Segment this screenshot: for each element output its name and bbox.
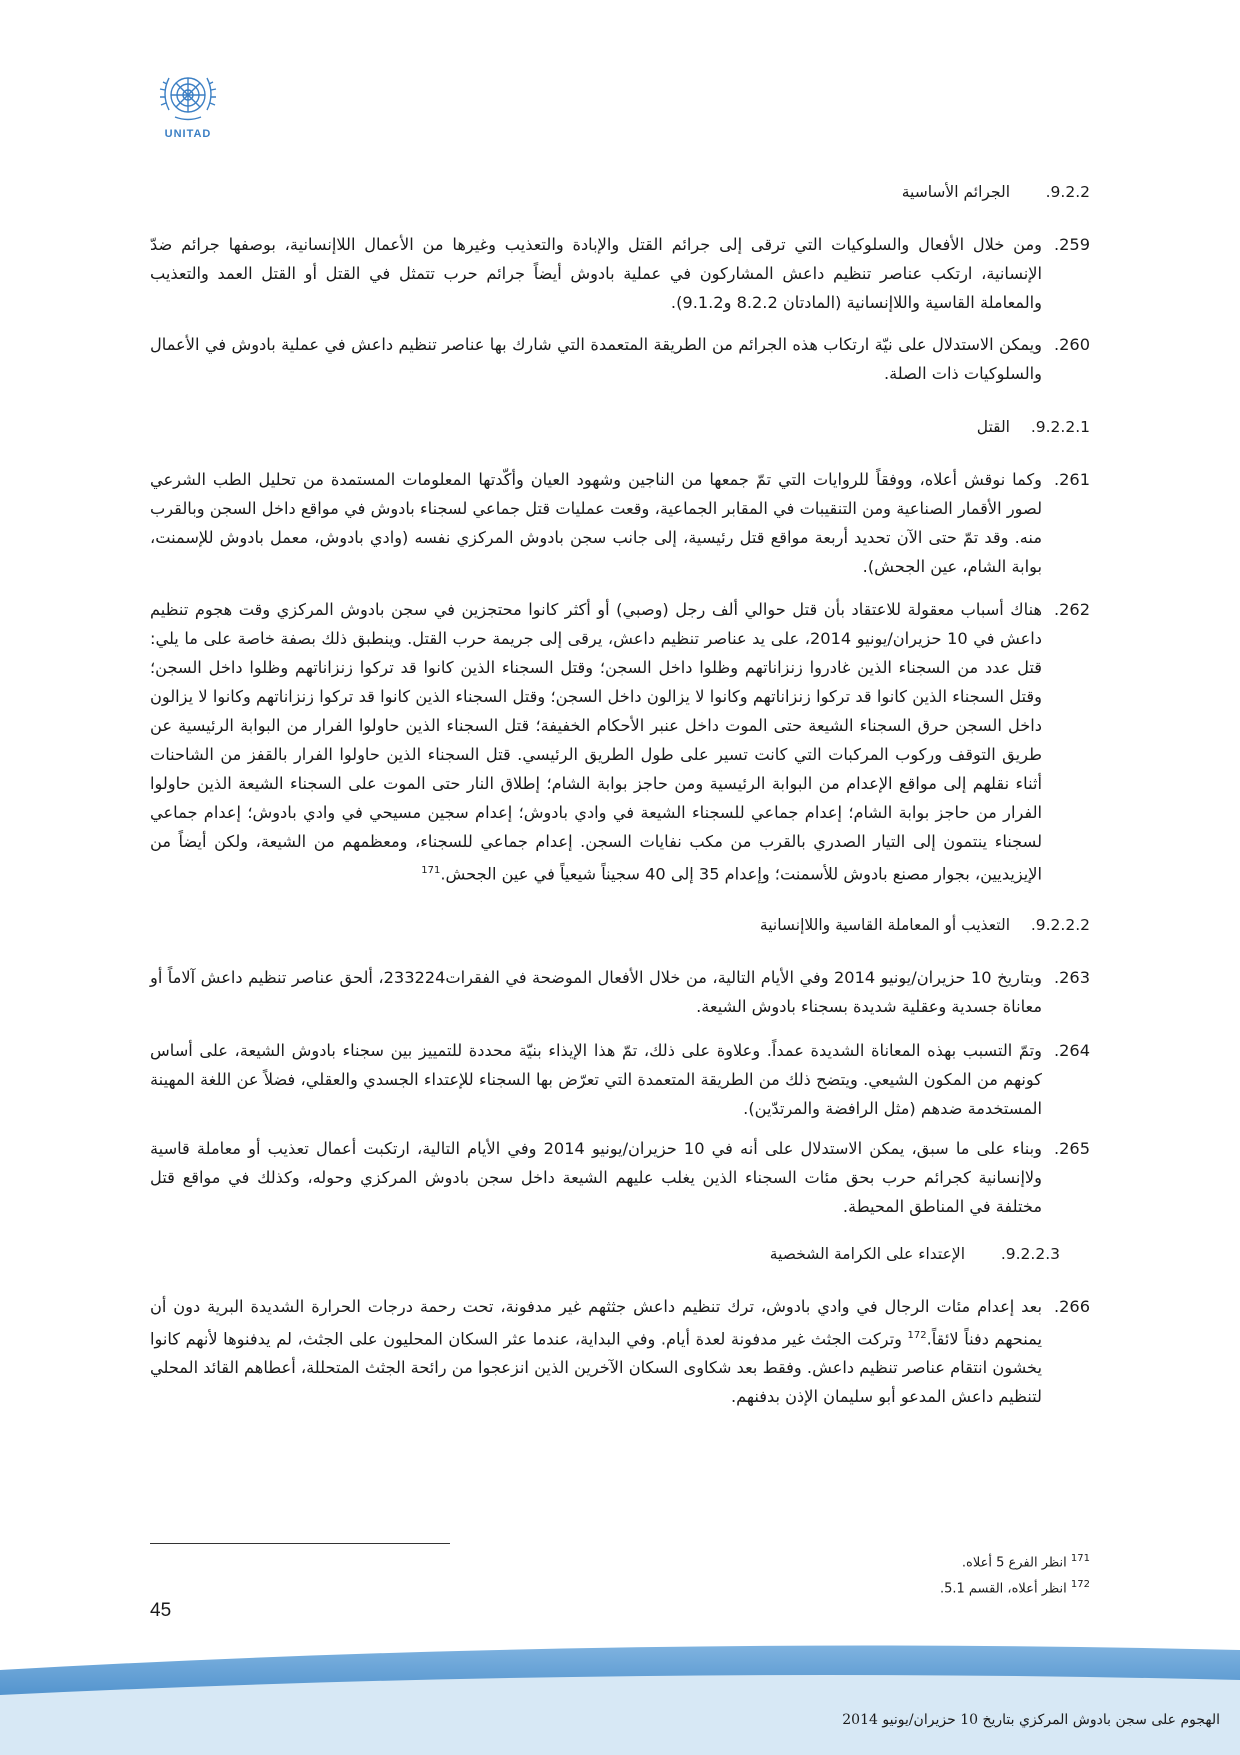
footnote-text: انظر الفرع 5 أعلاه. bbox=[961, 1555, 1071, 1571]
heading-number: 9.2.2.2. bbox=[1030, 916, 1090, 934]
heading-title: الإعتداء على الكرامة الشخصية bbox=[769, 1245, 965, 1263]
heading-number: 9.2.2.1. bbox=[1030, 418, 1090, 436]
un-emblem-icon bbox=[157, 70, 219, 126]
heading-number: 9.2.2.3. bbox=[1000, 1245, 1060, 1263]
footnote-172 bbox=[150, 1574, 1090, 1600]
footnote-number: 171 bbox=[1070, 1553, 1090, 1564]
paragraph-number: 259. bbox=[1053, 235, 1090, 254]
paragraph-body: هناك أسباب معقولة للاعتقاد بأن قتل حوالي ألف رجل (وصبي) أو أكثر كانوا محتجزين في سجن بادوش المركزي وقت هجوم تنظيم داعش في 10 حزيران/يونيو 2014، على يد عناصر تنظيم داعش، يرقى إلى جريمة حرب القتل. وينطبق ذلك بصفة خاصة على ما يلي: قتل عدد من السجناء الذين غادروا زنزاناتهم وظلوا داخل السجن؛ وقتل السجناء الذين كانوا قد تركوا زنزاناتهم وظلوا داخل السجن؛ وقتل السجناء الذين كانوا قد تركوا زنزاناتهم وكانوا لا يزالون داخل السجن؛ وقتل السجناء الذين كانوا قد تركوا زنزاناتهم وكانوا لا يزالون داخل السجن حرق السجناء الشيعة حتى الموت داخل عنبر الأحكام الخفيفة؛ قتل السجناء الذين حاولوا الفرار من البوابة الرئيسية عن طريق التوقف وركوب المركبات التي كانت تسير على طول الطريق الرئيسي. قتل السجناء الذين حاولوا الفرار بالقفز من الشاحنات أثناء نقلهم إلى مواقع الإعدام من البوابة الرئيسية ومن حاجز بوابة الشام؛ إطلاق النار حتى الموت على السجناء الشيعة الذين حاولوا الفرار من حاجز بوابة الشام؛ إعدام جماعي للسجناء الشيعة في وادي بادوش؛ إعدام سجين مسيحي في وادي بادوش؛ إعدام جماعي لسجناء ينتمون إلى التيار الصدري بالقرب من مكب نفايات السجن. إعدام جماعي للسجناء، ومعظمهم من الشيعة، ولكن أيضاً من الإيزيديين، بجوار مصنع بادوش للأسمنت؛ وإعدام 35 إلى 40 سجيناً شيعياً في عين الجحش. bbox=[150, 600, 1042, 884]
paragraph-text bbox=[150, 595, 1042, 888]
paragraph-body-continued: وتركت الجثث غير مدفونة لعدة أيام. وفي البداية، عندما عثر السكان المحليون على الجثث، لم يدفنوها لأنهم كانوا يخشون انتقام عناصر تنظيم داعش. وفقط بعد شكاوى السكان الآخرين الذين انزعجوا من رائحة الجثث المتحللة، أعطاهم القائد المحلي لتنظيم داعش المدعو أبو سليمان الإذن بدفنهم. bbox=[150, 1329, 1042, 1407]
paragraph-number: 266. bbox=[1053, 1297, 1090, 1316]
heading-title: القتل bbox=[976, 418, 1010, 436]
paragraph-266 bbox=[150, 1292, 1090, 1411]
heading-title: الجرائم الأساسية bbox=[901, 183, 1010, 201]
paragraph-263 bbox=[150, 963, 1090, 1021]
footnote-number: 172 bbox=[1070, 1579, 1090, 1591]
page-number: 45 bbox=[150, 1600, 172, 1621]
footer-title: الهجوم على سجن بادوش المركزي بتاريخ 10 حزيران/يونيو 2014 bbox=[842, 1712, 1220, 1728]
heading-9-2-2-2 bbox=[760, 916, 1090, 934]
heading-9-2-2-3 bbox=[770, 1245, 1060, 1263]
paragraph-number: 260. bbox=[1053, 335, 1090, 354]
unitad-logo bbox=[148, 70, 228, 140]
footnote-divider bbox=[150, 1543, 450, 1544]
paragraph-262 bbox=[150, 595, 1090, 888]
footnote-171 bbox=[150, 1548, 1090, 1574]
paragraph-number: 265. bbox=[1053, 1139, 1090, 1158]
paragraph-260 bbox=[150, 330, 1090, 388]
heading-9-2-2 bbox=[902, 183, 1090, 201]
paragraph-text: وبناء على ما سبق، يمكن الاستدلال على أنه في 10 حزيران/يونيو 2014 وفي الأيام التالية، ارتكبت أعمال تعذيب أو معاملة قاسية ولاإنسانية كجرائم حرب بحق مئات السجناء الذين يغلب عليهم الشيعة داخل سجن بادوش المركزي وحوله، وكذلك في مواقع قتل مختلفة في المناطق المحيطة. bbox=[150, 1139, 1042, 1216]
paragraph-text bbox=[150, 1292, 1042, 1411]
paragraph-text: وكما نوقش أعلاه، ووفقاً للروايات التي تمّ جمعها من الناجين وشهود العيان وأكّدتها المعلومات المستمدة من تحليل الطب الشرعي لصور الأقمار الصناعية ومن التنقيبات في المقابر الجماعية، وقعت عمليات قتل جماعي لسجناء بادوش في مواقع داخل السجن وبالقرب منه. وقد تمّ حتى الآن تحديد أربعة مواقع قتل رئيسية، إلى جانب سجن بادوش المركزي نفسه (وادي بادوش، معمل بادوش للإسمنت، بوابة الشام، عين الجحش). bbox=[150, 470, 1042, 576]
paragraph-number: 262. bbox=[1053, 600, 1090, 619]
paragraph-body: بعد إعدام مئات الرجال في وادي بادوش، ترك تنظيم داعش جثثهم غير مدفونة، تحت رحمة درجات الحرارة الشديدة البرية دون أن يمنحهم دفناً لائقاً. bbox=[150, 1297, 1042, 1349]
paragraph-text: وبتاريخ 10 حزيران/يونيو 2014 وفي الأيام التالية، من خلال الأفعال الموضحة في الفقرات233224، ألحق عناصر تنظيم داعش آلاماً أو معاناة جسدية وعقلية شديدة بسجناء بادوش الشيعة. bbox=[150, 968, 1042, 1016]
paragraph-text: ومن خلال الأفعال والسلوكيات التي ترقى إلى جرائم القتل والإبادة والتعذيب وغيرها من الأعمال اللاإنسانية، بوصفها جرائم ضدّ الإنسانية، ارتكب عناصر تنظيم داعش المشاركون في عملية بادوش أيضاً جرائم حرب تتمثل في القتل أو القتل العمد والتعذيب والمعاملة القاسية واللاإنسانية (المادتان 8.2.2 و9.1.2). bbox=[150, 235, 1042, 312]
paragraph-261 bbox=[150, 465, 1090, 581]
footnote-text: انظر أعلاه، القسم 5.1. bbox=[939, 1581, 1071, 1597]
heading-9-2-2-1 bbox=[977, 418, 1090, 436]
footnote-ref: 172 bbox=[907, 1330, 927, 1341]
paragraph-264 bbox=[150, 1036, 1090, 1123]
paragraph-number: 263. bbox=[1053, 968, 1090, 987]
footnote-ref: 171 bbox=[421, 865, 441, 876]
heading-number: 9.2.2. bbox=[1045, 183, 1090, 201]
logo-text: UNITAD bbox=[164, 128, 212, 140]
paragraph-number: 261. bbox=[1053, 470, 1090, 489]
paragraph-265 bbox=[150, 1134, 1090, 1221]
paragraph-259 bbox=[150, 230, 1090, 317]
heading-title: التعذيب أو المعاملة القاسية واللاإنسانية bbox=[759, 916, 1010, 934]
footer-wave bbox=[0, 1625, 1240, 1755]
paragraph-number: 264. bbox=[1053, 1041, 1090, 1060]
paragraph-text: ويمكن الاستدلال على نيّة ارتكاب هذه الجرائم من الطريقة المتعمدة التي شارك بها عناصر تنظيم داعش في عملية بادوش في الأعمال والسلوكيات ذات الصلة. bbox=[150, 335, 1042, 383]
footnotes bbox=[150, 1548, 1090, 1601]
paragraph-text: وتمّ التسبب بهذه المعاناة الشديدة عمداً. وعلاوة على ذلك، تمّ هذا الإيذاء بنيّة محددة للتمييز بين سجناء بادوش الشيعة، على أساس كونهم من المكون الشيعي. ويتضح ذلك من الطريقة المتعمدة التي تعرّض بها السجناء للإعتداء الجسدي والعقلي، فضلاً عن اللغة المهينة المستخدمة ضدهم (مثل الرافضة والمرتدّين). bbox=[150, 1041, 1042, 1118]
